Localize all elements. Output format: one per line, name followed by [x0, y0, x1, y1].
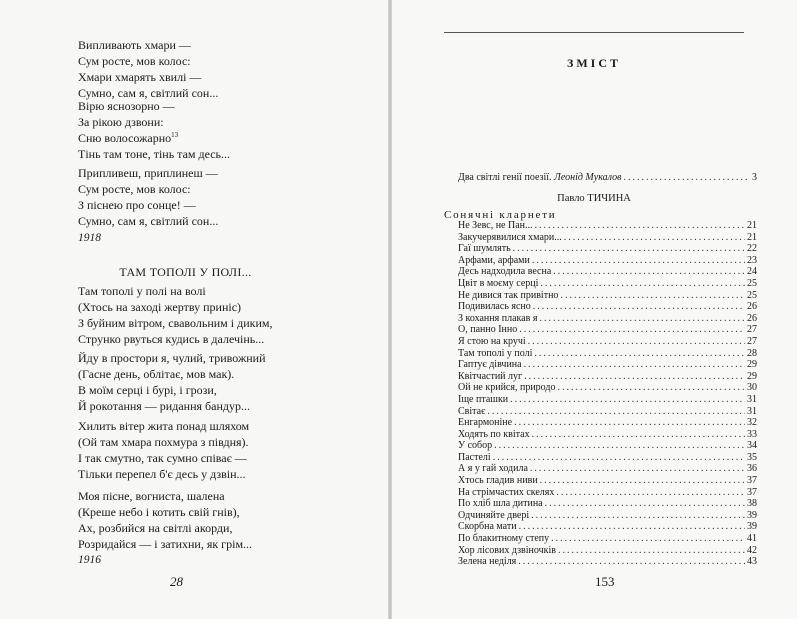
toc-entry[interactable] [458, 220, 757, 232]
toc-title: ЗМІСТ [567, 56, 621, 70]
toc-entry-title: Гаптує дівчина [458, 359, 522, 371]
toc-leader-dots [530, 463, 745, 475]
toc-leader-dots [493, 452, 745, 464]
toc-leader-dots [558, 545, 745, 557]
toc-leader-dots [524, 371, 745, 383]
toc-entry-page: 21 [747, 231, 757, 243]
toc-entry[interactable] [458, 429, 757, 441]
toc-leader-dots [551, 533, 745, 545]
toc-entry-page: 31 [747, 393, 757, 405]
toc-leader-dots [531, 510, 745, 522]
toc-entry[interactable] [458, 498, 757, 510]
toc-leader-dots [514, 417, 745, 429]
toc-entry-title [458, 172, 621, 184]
verse-line: Сумно, сам я, світлий сон... [78, 86, 219, 100]
toc-leader-dots [540, 278, 745, 290]
toc-entry[interactable] [458, 556, 757, 568]
toc-entry[interactable] [458, 371, 757, 383]
verse-line: Ах, розбийся на світлі акорди, [78, 521, 233, 535]
toc-entry-page: 39 [747, 509, 757, 521]
toc-entry-page: 33 [747, 428, 757, 440]
toc-leader-dots [524, 359, 745, 371]
toc-leader-dots [553, 266, 745, 278]
verse-line: Припливеш, приплинеш — [78, 166, 218, 180]
footnote-mark[interactable]: 13 [171, 131, 179, 139]
verse-line: Сум росте, мов колос: [78, 54, 191, 68]
toc-entry-page: 22 [747, 243, 757, 255]
toc-leader-dots [487, 406, 745, 418]
toc-entry-title: Ой не крийся, природо [458, 382, 556, 394]
poem1-stanza-1 [78, 37, 378, 101]
toc-entry[interactable] [458, 301, 757, 313]
verse-line: (Креше небо і котить свій гнів), [78, 505, 240, 519]
toc-entry-page: 3 [752, 172, 757, 183]
poem2-date: 1916 [78, 554, 101, 566]
author-heading: Павло ТИЧИНА [557, 193, 631, 204]
toc-entry-page: 29 [747, 370, 757, 382]
toc-entry-page: 41 [747, 533, 757, 545]
toc-entry[interactable] [458, 313, 757, 325]
toc-entry-title: Десь надходила весна [458, 266, 552, 278]
toc-leader-dots [532, 255, 745, 267]
toc-entry-page: 23 [747, 254, 757, 266]
toc-leader-dots [519, 324, 745, 336]
toc-entry[interactable] [458, 533, 757, 545]
toc-leader-dots [494, 440, 745, 452]
toc-leader-dots [557, 382, 745, 394]
toc-leader-dots [528, 336, 745, 348]
toc-entry[interactable] [458, 243, 757, 255]
verse-line: Розридайся — і затихни, як грім... [78, 537, 253, 551]
toc-entry[interactable] [458, 440, 757, 452]
toc-entry-title: З кохання плакав я [458, 312, 538, 324]
section-heading: Сонячні кларнети [444, 209, 557, 221]
toc-entry-page: 38 [747, 498, 757, 510]
toc-entry[interactable] [458, 510, 757, 522]
verse-line: З буйним вітром, свавольним і диким, [78, 316, 273, 330]
poem2-stanza-4 [78, 488, 378, 552]
toc-entry[interactable] [458, 232, 757, 244]
verse-line: Й рокотання — ридання бандур... [78, 399, 250, 413]
verse-line: Моя пісне, вогниста, шалена [78, 489, 225, 503]
toc-entry-page: 25 [747, 289, 757, 301]
toc-entry[interactable] [458, 266, 757, 278]
toc-entry-page: 35 [747, 451, 757, 463]
poem2-title: ТАМ ТОПОЛІ У ПОЛІ... [119, 265, 252, 279]
right-page-number: 153 [595, 574, 615, 589]
toc-entry[interactable] [458, 463, 757, 475]
toc-entry-page: 26 [747, 312, 757, 324]
toc-entry[interactable] [458, 290, 757, 302]
verse-line-with-footnote [78, 130, 378, 146]
toc-entry-title: Енгармоніне [458, 417, 513, 429]
toc-intro-author: Леонід Мукалов [554, 172, 622, 183]
left-page-number: 28 [170, 574, 183, 589]
verse-line: Там тополі у полі на волі [78, 284, 206, 298]
toc-entry-page: 27 [747, 335, 757, 347]
toc-entry[interactable] [458, 278, 757, 290]
toc-entry[interactable] [458, 487, 757, 499]
verse-line: Тінь там тоне, тінь там десь... [78, 147, 231, 161]
toc-entry-title: По блакитному степу [458, 533, 550, 545]
toc-entry-title: Іще пташки [458, 393, 509, 405]
toc-entry-page: 30 [747, 382, 757, 394]
toc-entry-page: 28 [747, 347, 757, 359]
toc-entry-title: Скорбна мати [458, 521, 517, 533]
verse-text: Сню волосожарно [78, 131, 172, 145]
toc-entry-title: Світає [458, 405, 486, 417]
toc-entry-title: Подивилась ясно [458, 301, 531, 313]
toc-entry[interactable] [458, 475, 757, 487]
verse-line: За рікою дзвони: [78, 115, 164, 129]
toc-entry-title: Не дивися так привітно [458, 289, 559, 301]
toc-entry[interactable] [458, 452, 757, 464]
toc-leader-dots [533, 301, 745, 313]
verse-line: І так смутно, так сумно співає — [78, 451, 247, 465]
toc-leader-dots [519, 521, 745, 533]
toc-entry-title: О, панно Інно [458, 324, 518, 336]
toc-entry-page: 25 [747, 277, 757, 289]
toc-entry[interactable] [458, 406, 757, 418]
toc-entry-page: 39 [747, 521, 757, 533]
toc-entry[interactable] [458, 348, 757, 360]
toc-entry[interactable] [458, 545, 757, 557]
toc-entry-title: Квітчастий луг [458, 370, 523, 382]
toc-leader-dots [539, 313, 745, 325]
toc-intro-entry[interactable] [458, 172, 757, 184]
verse-line: (Хтось на заході жертву приніс) [78, 300, 242, 314]
poem1-stanza-2 [78, 98, 378, 162]
toc-entry-page: 43 [747, 556, 757, 568]
toc-entry-title: Не Зевс, не Пан... [458, 220, 533, 231]
toc-entry-title: Одчиняйте двері [458, 509, 530, 521]
verse-line: Хилить вітер жита понад шляхом [78, 419, 250, 433]
right-page [392, 0, 797, 619]
toc-leader-dots [556, 487, 745, 499]
toc-intro-text: Два світлі генії поезії. [458, 172, 552, 183]
toc-entry-page: 26 [747, 301, 757, 313]
toc-entry-title: Я стою на кручі [458, 335, 526, 347]
verse-line: Хмари хмарять хвилі — [78, 70, 202, 84]
verse-line: В моїм серці і бурі, і грози, [78, 383, 217, 397]
toc-leader-dots [564, 232, 745, 244]
top-rule [444, 32, 744, 33]
left-page [0, 0, 388, 619]
toc-leader-dots [518, 556, 745, 568]
poem1-date: 1918 [78, 232, 101, 244]
toc-entry-title: Хор лісових дзвіночків [458, 544, 557, 556]
toc-entry-title: А я у гай ходила [458, 463, 528, 475]
poem2-stanza-1 [78, 283, 378, 347]
toc-entry[interactable] [458, 336, 757, 348]
toc-leader-dots [534, 348, 745, 360]
toc-entry-title: Гаї шумлять [458, 243, 511, 255]
toc-entry-title: Цвіт в моєму серці [458, 277, 539, 289]
verse-line: Сум росте, мов колос: [78, 182, 191, 196]
toc-leader-dots [510, 394, 745, 406]
toc-entry-title: Пастелі [458, 451, 491, 463]
toc-leader-dots [560, 290, 745, 302]
toc-entry-title: Закучерявилися хмари... [458, 231, 562, 243]
verse-line: Йду в простори я, чулий, тривожний [78, 351, 266, 365]
toc-entry-title: Хтось гладив ниви [458, 475, 538, 487]
toc-entry[interactable] [458, 521, 757, 533]
toc-entry-page: 21 [747, 220, 757, 231]
verse-line: Сумно, сам я, світлий сон... [78, 214, 219, 228]
toc-leader-dots [513, 243, 745, 255]
toc-leader-dots [532, 429, 745, 441]
toc-entry-page: 42 [747, 544, 757, 556]
verse-line: Вірю яснозорно — [78, 99, 175, 113]
toc-entry-page: 32 [747, 417, 757, 429]
toc-entry-page: 37 [747, 486, 757, 498]
toc-leader-dots [545, 498, 745, 510]
verse-line: (Гасне день, облітає, мов мак). [78, 367, 235, 381]
toc-entry-title: На стрімчастих скелях [458, 486, 555, 498]
toc-list [458, 220, 757, 568]
poem1-stanza-3 [78, 165, 378, 229]
verse-line: Струнко рвуться кудись в далечінь... [78, 332, 265, 346]
toc-leader-dots [623, 172, 750, 184]
toc-leader-dots [535, 220, 745, 232]
verse-line: Тільки перепел б'є десь у дзвін... [78, 467, 246, 481]
poem2-stanza-2 [78, 350, 378, 414]
toc-entry-page: 37 [747, 475, 757, 487]
toc-entry-title: По хліб шла дитина [458, 498, 543, 510]
toc-entry[interactable] [458, 417, 757, 429]
toc-entry-title: Ходять по квітах [458, 428, 530, 440]
toc-entry-title: Зелена неділя [458, 556, 517, 568]
toc-entry-title: Там тополі у полі [458, 347, 533, 359]
toc-entry-page: 24 [747, 266, 757, 278]
toc-entry-page: 31 [747, 405, 757, 417]
toc-entry-title: У собор [458, 440, 493, 452]
verse-line: З піснею про сонце! — [78, 198, 196, 212]
verse-line: (Ой там хмара похмура з півдня). [78, 435, 249, 449]
toc-entry[interactable] [458, 382, 757, 394]
toc-entry[interactable] [458, 324, 757, 336]
toc-entry[interactable] [458, 359, 757, 371]
toc-entry-page: 34 [747, 440, 757, 452]
toc-entry[interactable] [458, 394, 757, 406]
poem2-stanza-3 [78, 418, 378, 482]
verse-line: Випливають хмари — [78, 38, 191, 52]
toc-leader-dots [540, 475, 745, 487]
toc-entry-page: 27 [747, 324, 757, 336]
toc-entry-page: 36 [747, 463, 757, 475]
toc-entry-title: Арфами, арфами [458, 254, 530, 266]
toc-entry-page: 29 [747, 359, 757, 371]
toc-entry[interactable] [458, 255, 757, 267]
